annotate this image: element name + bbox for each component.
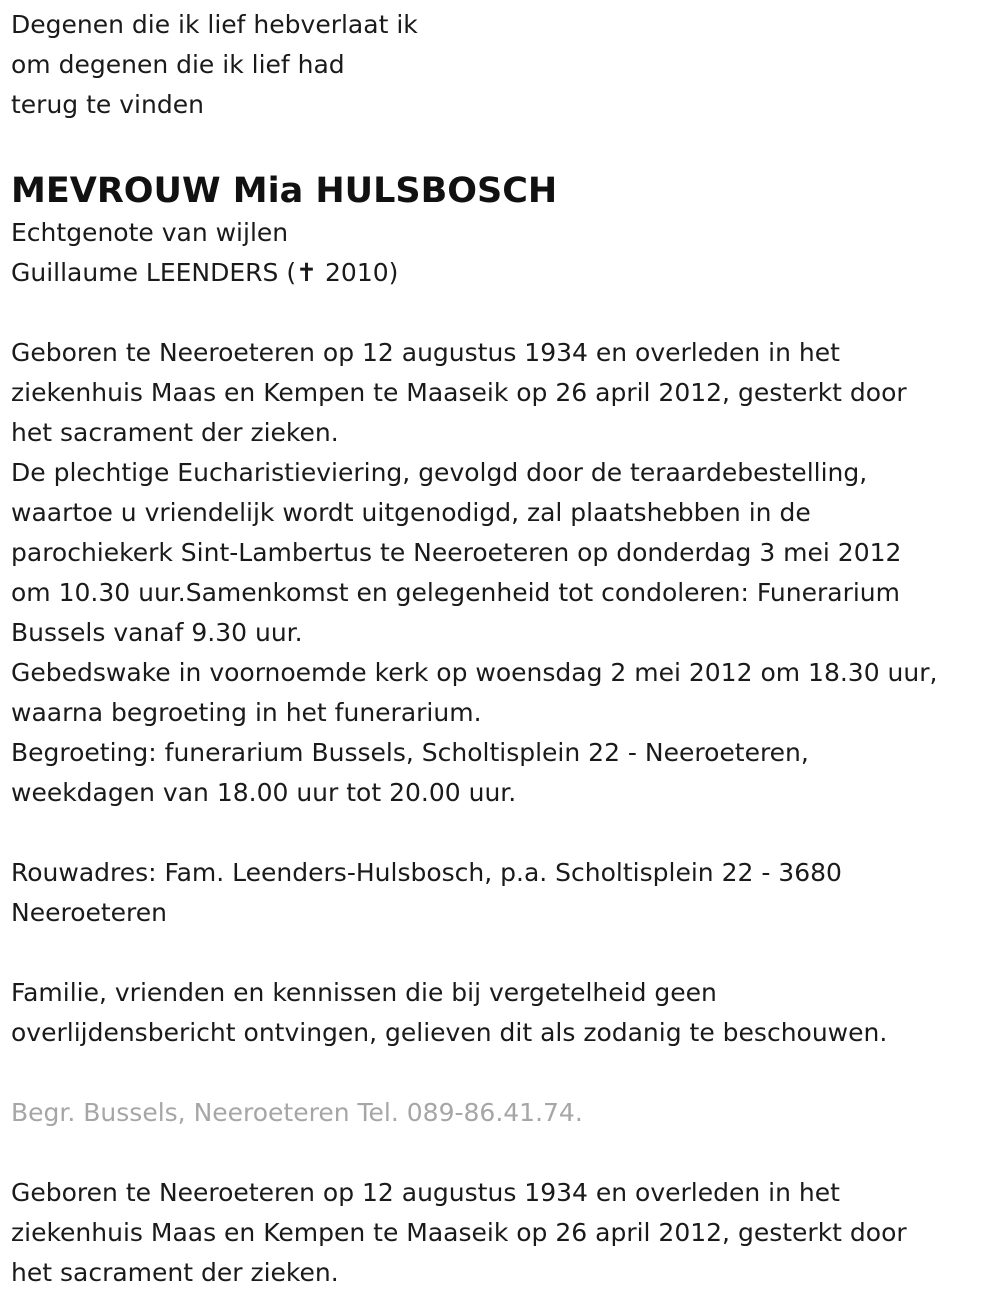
repeat-line: het sacrament der zieken. — [11, 1258, 339, 1287]
cross-icon: ✝ — [296, 258, 318, 287]
notice-line: overlijdensbericht ontvingen, gelieven dit als zodanig te beschouwen. — [11, 1018, 888, 1047]
notice-line: Familie, vrienden en kennissen die bij vergetelheid geen — [11, 978, 717, 1007]
motto-line: terug te vinden — [11, 90, 204, 119]
details-section — [11, 333, 990, 813]
notice-section — [11, 973, 990, 1053]
details-line: De plechtige Eucharistieviering, gevolgd door de teraardebestelling, — [11, 458, 868, 487]
details-line: het sacrament der zieken. — [11, 418, 339, 447]
details-line: waartoe u vriendelijk wordt uitgenodigd, zal plaatshebben in de — [11, 498, 811, 527]
spouse-name: Guillaume LEENDERS ( — [11, 258, 297, 287]
address-section — [11, 853, 990, 933]
details-line: Gebedswake in voornoemde kerk op woensdag 2 mei 2012 om 18.30 uur, — [11, 658, 938, 687]
repeat-line: Geboren te Neeroeteren op 12 augustus 1934 en overleden in het — [11, 1178, 840, 1207]
details-line: Begroeting: funerarium Bussels, Scholtisplein 22 - Neeroeteren, — [11, 738, 809, 767]
deceased-name: MEVROUW Mia HULSBOSCH — [11, 171, 558, 211]
address-line: Rouwadres: Fam. Leenders-Hulsbosch, p.a. Scholtisplein 22 - 3680 — [11, 858, 842, 887]
spouse-line — [11, 253, 990, 293]
relation-text: Echtgenote van wijlen — [11, 218, 289, 247]
repeat-line: ziekenhuis Maas en Kempen te Maaseik op 26 april 2012, gesterkt door — [11, 1218, 907, 1247]
spouse-info — [11, 213, 990, 293]
details-line: Geboren te Neeroeteren op 12 augustus 1934 en overleden in het — [11, 338, 840, 367]
funeral-home-section — [11, 1093, 990, 1133]
details-line: Bussels vanaf 9.30 uur. — [11, 618, 303, 647]
spouse-year: 2010) — [317, 258, 399, 287]
funeral-home-text: Begr. Bussels, Neeroeteren Tel. 089-86.41.74. — [11, 1098, 583, 1127]
motto — [11, 5, 990, 125]
details-line: parochiekerk Sint-Lambertus te Neeroeteren op donderdag 3 mei 2012 — [11, 538, 902, 567]
repeat-section — [11, 1173, 990, 1293]
motto-line: om degenen die ik lief had — [11, 50, 345, 79]
details-line: weekdagen van 18.00 uur tot 20.00 uur. — [11, 778, 517, 807]
motto-line: Degenen die ik lief hebverlaat ik — [11, 10, 418, 39]
details-line: waarna begroeting in het funerarium. — [11, 698, 482, 727]
address-line: Neeroeteren — [11, 898, 168, 927]
obituary-page — [0, 5, 1000, 1309]
details-line: ziekenhuis Maas en Kempen te Maaseik op 26 april 2012, gesterkt door — [11, 378, 907, 407]
details-line: om 10.30 uur.Samenkomst en gelegenheid tot condoleren: Funerarium — [11, 578, 900, 607]
